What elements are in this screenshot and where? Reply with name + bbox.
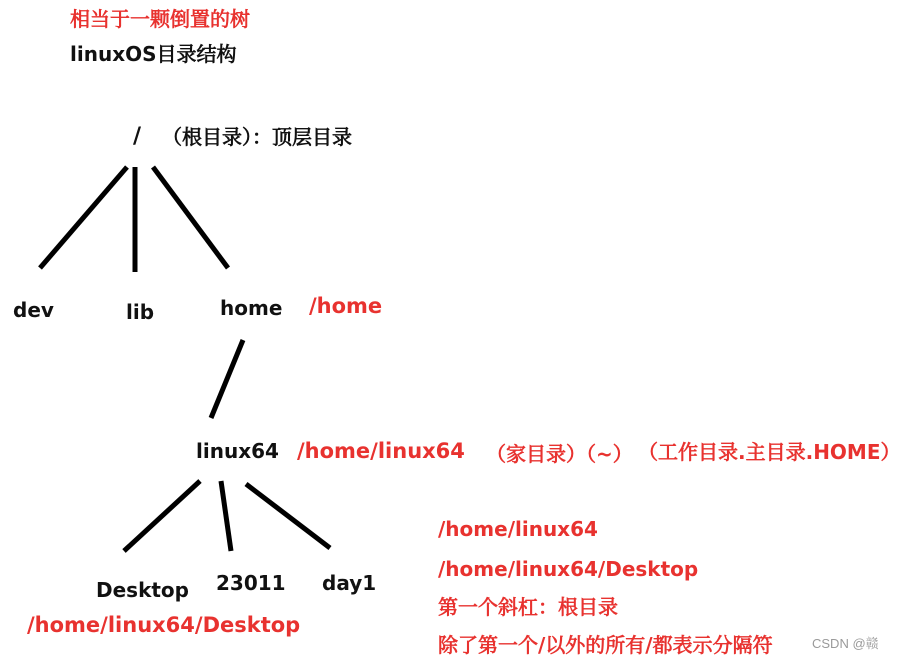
edge-root-home [153, 167, 228, 268]
root-node: / [133, 124, 142, 149]
node-lib: lib [126, 300, 155, 324]
edge-linux64-day1 [246, 484, 330, 548]
edge-home-linux64 [211, 340, 243, 418]
node-desktop: Desktop [96, 578, 189, 602]
title-linux-directory-structure: linuxOS目录结构 [70, 42, 237, 66]
title-inverted-tree: 相当于一颗倒置的树 [70, 7, 250, 31]
edge-linux64-23011 [221, 481, 231, 551]
home-directory-note: （家目录）（~） [486, 442, 633, 466]
note-separator: 除了第一个/以外的所有/都表示分隔符 [438, 633, 773, 657]
edge-linux64-desktop [124, 481, 200, 551]
linux64-path-label: /home/linux64 [297, 439, 465, 463]
desktop-path-label: /home/linux64/Desktop [27, 613, 301, 637]
node-day1: day1 [322, 571, 377, 595]
node-linux64: linux64 [196, 439, 279, 463]
edge-root-dev [40, 167, 127, 268]
root-description: （根目录）：顶层目录 [162, 125, 352, 149]
note-path-linux64: /home/linux64 [438, 517, 598, 541]
csdn-watermark: CSDN @赣 [812, 636, 879, 651]
node-home: home [220, 296, 283, 320]
home-path-label: /home [309, 294, 383, 318]
note-path-desktop: /home/linux64/Desktop [438, 557, 699, 581]
node-23011: 23011 [216, 571, 286, 595]
node-dev: dev [13, 298, 54, 322]
work-directory-note: （工作目录.主目录.HOME） [638, 440, 901, 464]
note-first-slash: 第一个斜杠：根目录 [438, 595, 618, 619]
